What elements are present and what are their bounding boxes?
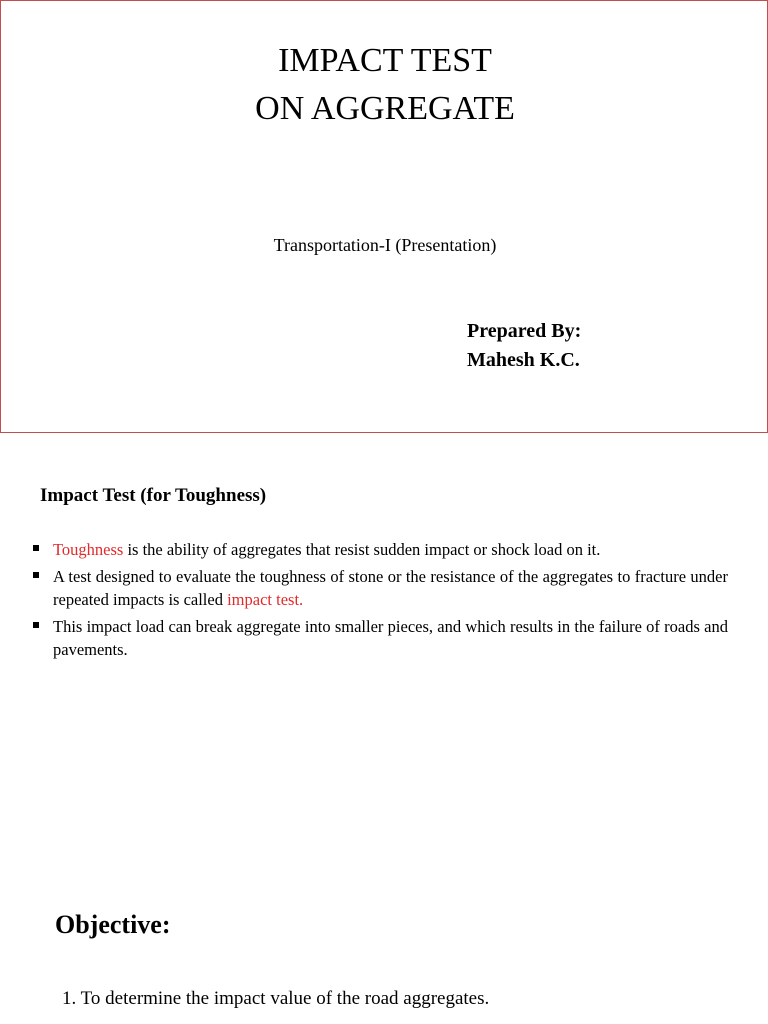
slide-subtitle: Transportation-I (Presentation) [273, 235, 497, 255]
bullet-text: is the ability of aggregates that resist sudden impact or shock load on it. [123, 540, 601, 559]
bullet-text: This impact load can break aggregate into smaller pieces, and which results in the failure of roads and pavements. [53, 617, 728, 659]
objective-heading: Objective: [55, 910, 171, 939]
title-slide [0, 0, 768, 433]
square-bullet-icon [33, 572, 39, 578]
bullet-list [32, 538, 728, 661]
slide-title [1, 37, 768, 133]
content-slide [0, 432, 768, 1024]
prepared-by-label: Prepared By: [467, 320, 582, 342]
title-line-1: IMPACT TEST [278, 42, 492, 79]
section-heading: Impact Test (for Toughness) [40, 485, 267, 506]
bullet-item [32, 538, 728, 561]
highlight-term: Toughness [53, 540, 124, 559]
title-line-2: ON AGGREGATE [255, 90, 515, 127]
prepared-by-block [467, 317, 581, 375]
bullet-item [32, 565, 728, 611]
square-bullet-icon [33, 545, 39, 551]
author-name: Mahesh K.C. [467, 349, 580, 371]
highlight-term: impact test. [227, 590, 304, 609]
square-bullet-icon [33, 622, 39, 628]
bullet-item [32, 615, 728, 661]
bullet-text: A test designed to evaluate the toughness of stone or the resistance of the aggregates to fracture under repeated impacts is called [53, 567, 728, 609]
objective-item: 1. To determine the impact value of the road aggregates. [62, 988, 490, 1009]
